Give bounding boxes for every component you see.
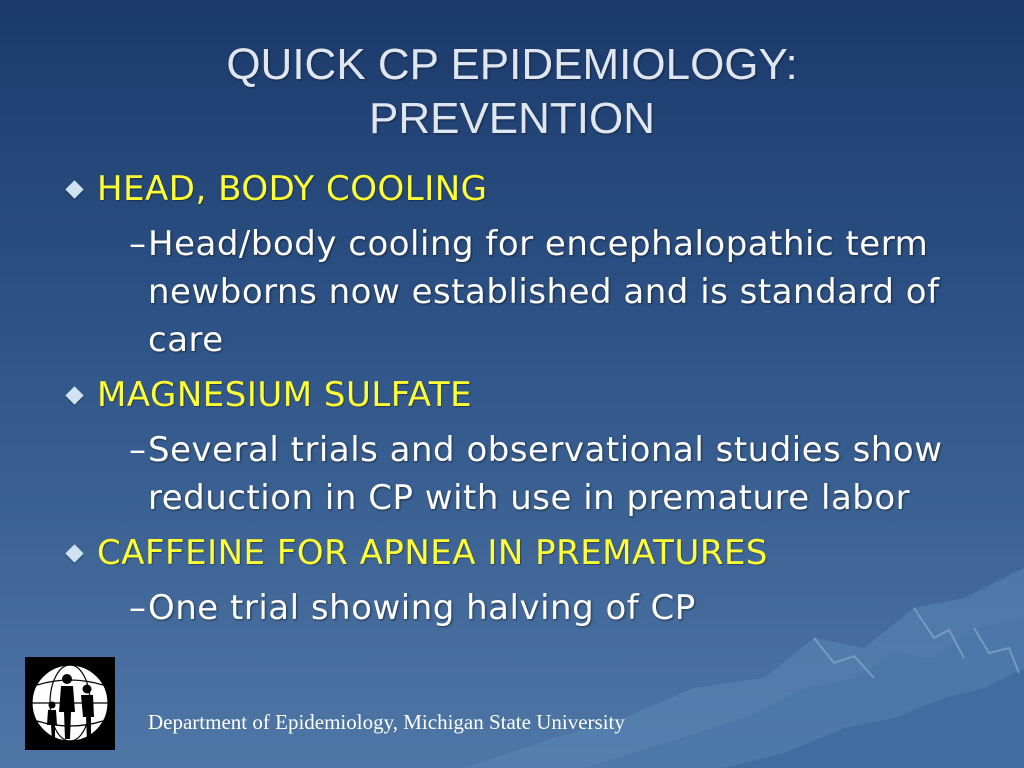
- bullet-list: [62, 168, 962, 642]
- family-globe-logo-icon: [25, 657, 115, 750]
- sub-bullet-text: Several trials and observational studies show reduction in CP with use in premature labor: [148, 430, 943, 518]
- bullet-item: [62, 168, 962, 210]
- diamond-bullet-icon: [65, 544, 83, 562]
- bullet-heading: MAGNESIUM SULFATE: [97, 375, 473, 415]
- sub-bullet-text: One trial showing halving of CP: [148, 588, 696, 628]
- slide-title-line-1: QUICK CP EPIDEMIOLOGY:: [226, 40, 798, 89]
- sub-bullet-item: [112, 426, 962, 522]
- dash-marker: –: [129, 588, 146, 628]
- diamond-bullet-icon: [65, 386, 83, 404]
- slide-title: [100, 38, 924, 146]
- bullet-item: [62, 532, 962, 574]
- sub-bullet-item: [112, 220, 962, 364]
- dash-marker: –: [129, 430, 146, 470]
- slide-title-line-2: PREVENTION: [368, 94, 656, 143]
- bullet-heading: CAFFEINE FOR APNEA IN PREMATURES: [97, 533, 769, 573]
- bullet-heading: HEAD, BODY COOLING: [97, 169, 488, 209]
- sub-bullet-item: [112, 584, 962, 632]
- footer-text: Department of Epidemiology, Michigan State University: [148, 710, 625, 734]
- sub-bullet-text: Head/body cooling for encephalopathic term newborns now established and is standard of care: [148, 224, 940, 360]
- bullet-item: [62, 374, 962, 416]
- diamond-bullet-icon: [65, 180, 83, 198]
- dash-marker: –: [129, 224, 146, 264]
